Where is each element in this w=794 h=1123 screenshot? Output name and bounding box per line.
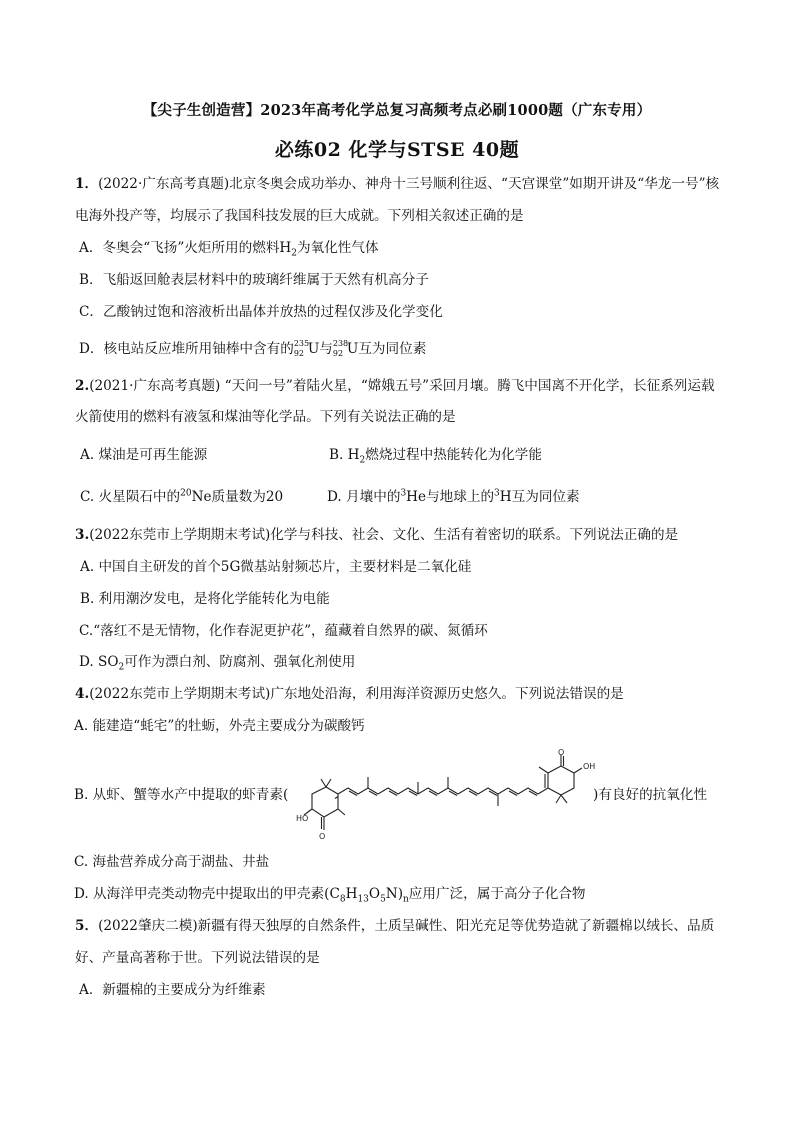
svg-text:HO: HO bbox=[296, 814, 309, 823]
svg-text:OH: OH bbox=[583, 762, 596, 771]
q5-stem-line2: 好、产量高著称于世。下列说法错误的是 bbox=[75, 950, 320, 966]
q1-stem-line1 bbox=[75, 174, 719, 194]
q5-stem-line1: 5．(2022肇庆二模)新疆有得天独厚的自然条件，土质呈碱性、阳光充足等优势造就了新疆棉以绒长、品质 bbox=[75, 918, 715, 934]
q1-option-c: C．乙酸钠过饱和溶液析出晶体并放热的过程仅涉及化学变化 bbox=[79, 304, 443, 320]
q2-option-c: C. 火星陨石中的$^{20}$Ne质量数为20 bbox=[80, 488, 284, 505]
q2-option-d: D. 月壤中的$^3$He与地球上的$^3$H互为同位素 bbox=[327, 488, 580, 505]
q4-option-d: D. 从海洋甲壳类动物壳中提取出的甲壳素$(C_8H_{13}O_5N)_n$应用广泛，属于高分子化合物 bbox=[74, 886, 586, 905]
uranium-238-notation: 238 92 bbox=[332, 339, 349, 358]
q1-stem-line2: 电海外投产等，均展示了我国科技发展的巨大成就。下列相关叙述正确的是 bbox=[75, 208, 524, 224]
q2-option-b: B. $H_2$燃烧过程中热能转化为化学能 bbox=[329, 447, 542, 466]
q3-option-c: C.“落红不是无情物，化作春泥更护花”，蕴藏着自然界的碳、氮循环 bbox=[79, 623, 488, 639]
svg-text:O: O bbox=[319, 832, 326, 841]
q2-stem-line2: 火箭使用的燃料有液氢和煤油等化学品。下列有关说法正确的是 bbox=[75, 409, 456, 425]
document-header: 【尖子生创造营】2023年高考化学总复习高频考点必刷1000题（广东专用） bbox=[142, 102, 652, 119]
astaxanthin-structure-image bbox=[290, 748, 596, 841]
svg-text:O: O bbox=[558, 748, 565, 757]
q4-option-a: A. 能建造“蚝宅”的牡蛎，外壳主要成分为碳酸钙 bbox=[74, 718, 365, 734]
q3-number: 3. bbox=[75, 527, 90, 543]
q1-option-d: D．核电站反应堆所用铀棒中含有的 235 92 U与 238 92 U互为同位素 bbox=[79, 339, 427, 358]
q3-stem: 3.(2022东莞市上学期期末考试)化学与科技、社会、文化、生活有着密切的联系。下列说法正确的是 bbox=[75, 527, 679, 543]
q1-number: 1． bbox=[75, 176, 99, 192]
q5-option-a: A．新疆棉的主要成分为纤维素 bbox=[79, 982, 266, 998]
q2-stem-line1: 2.(2021·广东高考真题) “天问一号”着陆火星，“嫦娥五号”采回月壤。腾飞中国离不开化学，长征系列运载 bbox=[75, 378, 715, 394]
document-title: 必练02 化学与STSE 40题 bbox=[274, 139, 520, 161]
q2-option-a: A. 煤油是可再生能源 bbox=[80, 447, 208, 463]
q1-option-a: A．冬奥会“飞扬”火炬所用的燃料$H_2$为氧化性气体 bbox=[79, 240, 379, 259]
q4-option-c: C. 海盐营养成分高于湖盐、井盐 bbox=[74, 854, 270, 870]
q4-number: 4. bbox=[75, 686, 90, 702]
q1-stem-text: (2022·广东高考真题)北京冬奥会成功举办、神舟十三号顺利往返、“天宫课堂”如期开讲及“华龙一号”核 bbox=[98, 176, 720, 192]
q2-number: 2. bbox=[75, 378, 90, 394]
q4-option-b-pre: B. 从虾、蟹等水产中提取的虾青素( bbox=[74, 787, 289, 803]
q3-option-a: A. 中国自主研发的首个5G微基站射频芯片，主要材料是二氧化硅 bbox=[80, 559, 472, 575]
q4-option-b-post: )有良好的抗氧化性 bbox=[593, 787, 708, 803]
q3-option-d: D. $SO_2$可作为漂白剂、防腐剂、强氧化剂使用 bbox=[79, 654, 356, 673]
q4-stem: 4.(2022东莞市上学期期末考试)广东地处沿海，利用海洋资源历史悠久。下列说法错误的是 bbox=[75, 686, 624, 702]
q1-option-b: B．飞船返回舱表层材料中的玻璃纤维属于天然有机高分子 bbox=[79, 272, 429, 288]
q5-number: 5． bbox=[75, 918, 99, 934]
q3-option-b: B. 利用潮汐发电，是将化学能转化为电能 bbox=[80, 591, 330, 607]
uranium-235-notation: 235 92 bbox=[293, 339, 310, 358]
